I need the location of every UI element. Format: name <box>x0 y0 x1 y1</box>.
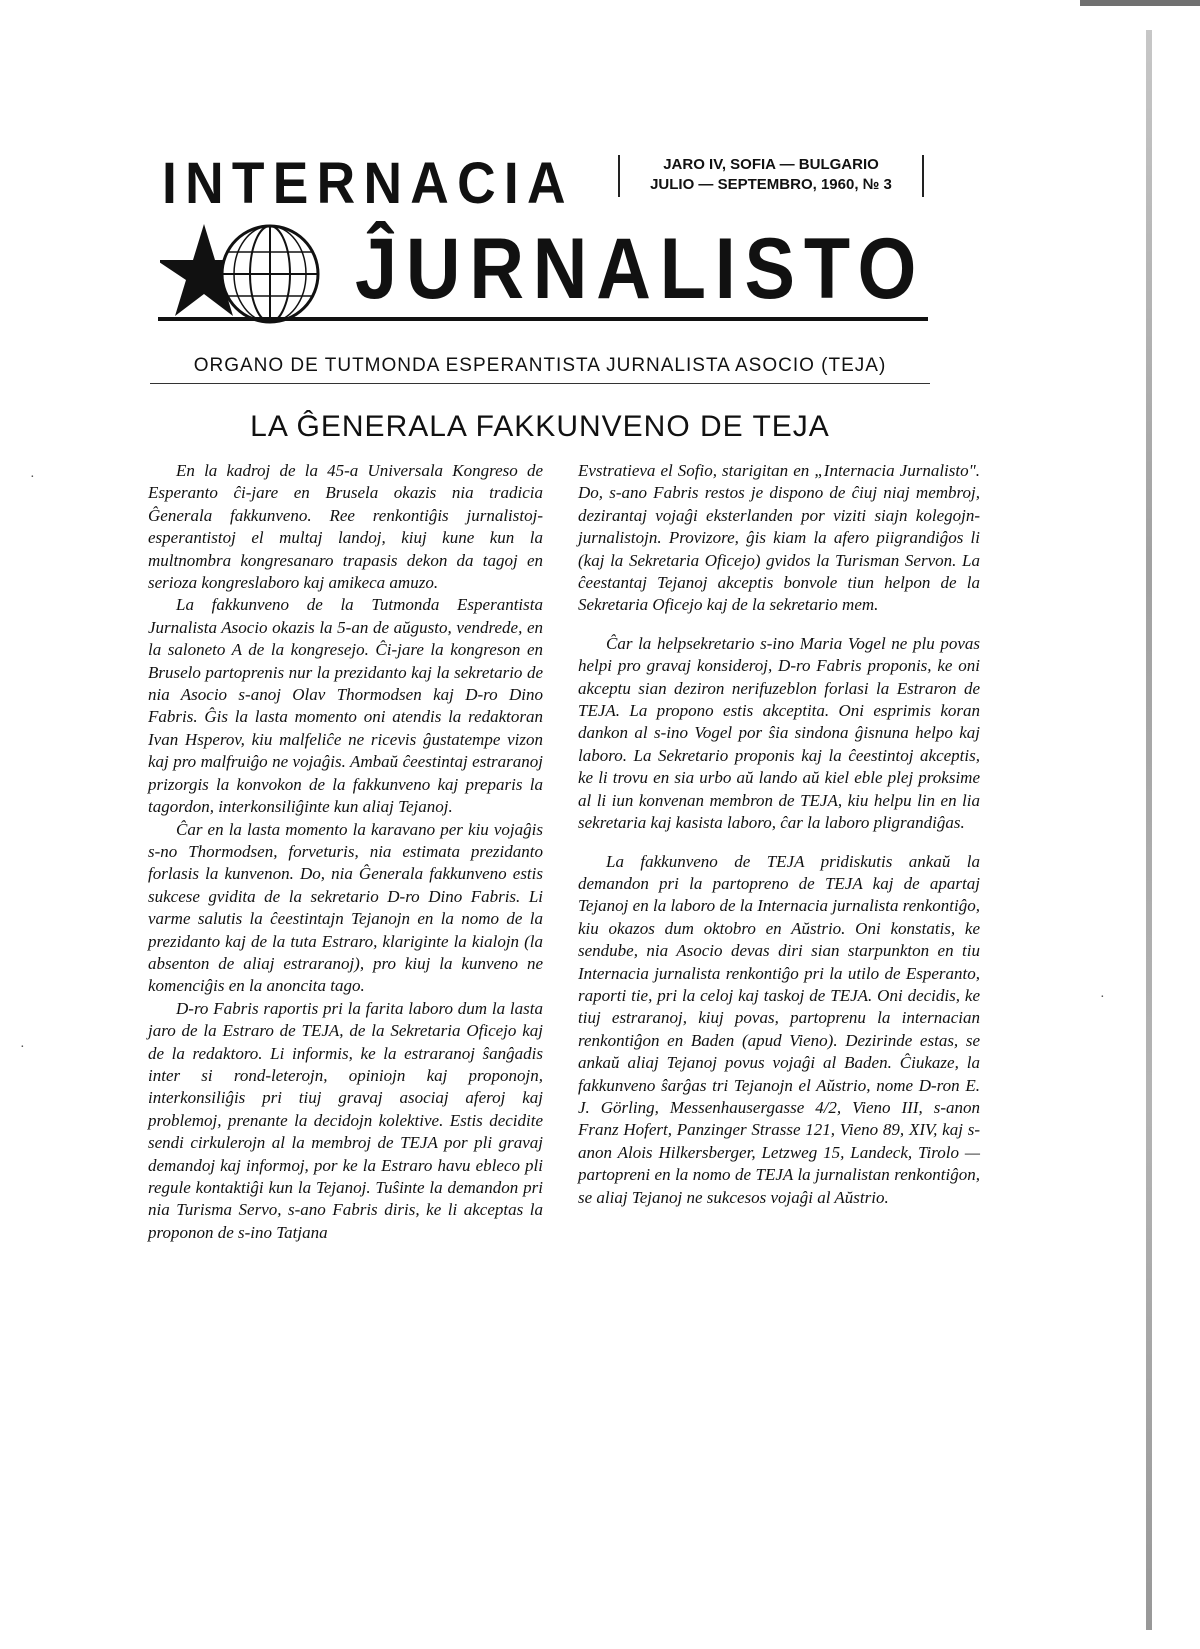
paragraph: Ĉar la helpsekretario s-ino Maria Vogel ne plu povas helpi pro gravaj konsideroj, D-ro Fabris proponis, ke oni akceptu sian deziron nerifuzeblon forlasi la Estraron de TEJA. La propono estis akceptita. Oni esprimis koran dankon al s-ino Vogel por ŝia sindona ĝisnuna helpo kaj laboro. La Sekretario proponis kaj la ĉeestintoj akceptis, ke li trovu en sia urbo aŭ lando aŭ kiel eble plej proksime al li iun konvenan membron de TEJA, kiu helpu lin en lia sekretaria kaj kasista laboro, ĉar la laboro pligrandiĝas. <box>578 633 980 833</box>
paragraph: Ĉar en la lasta momento la karavano per kiu vojaĝis s-no Thormodsen, forveturis, nia estimata prezidanto forlasis la kunvenon. Do, nia Ĝenerala fakkunveno estis sukcese gvidita de la sekretario D-ro Dino Fabris. Li varme salutis la ĉeestintajn Tejanojn en la nomo de la prezidanto kaj de la tuta Estraro, klariginte la kialojn (la absenton de aliaj estraranoj), pro kiuj la kunveno ne komenciĝis en la anoncita tago. <box>148 819 543 996</box>
article-headline: LA ĜENERALA FAKKUNVENO DE TEJA <box>250 410 830 443</box>
globe-star-logo-icon <box>160 222 335 332</box>
paragraph: Evstratieva el Sofio, starigitan en „Internacia Jurnalisto". Do, s-ano Fabris restos je dispono de ĉiuj niaj membroj, dezirantaj vojaĝi eksterlanden por viziti siajn kolegojn-jurnalistojn. Provizore, ĝis kiam la afero piigrandiĝos li (kaj la Sekretaria Oficejo) gvidos la Turisman Servon. La ĉeestantaj Tejanoj akceptis bonvole tiun helpon de la Sekretaria Oficejo kaj de la sekretario mem. <box>578 461 980 615</box>
paragraph: En la kadroj de la 45-a Universala Kongreso de Esperanto ĉi-jare en Brusela okazis nia tradicia Ĝenerala fakkunveno. Ree renkontiĝis jurnalistoj-esperantistoj el multaj landoj, kiuj kune kun la multnombra kongresanaro trapasis dekon da tagoj en serioza kongreslaboro kaj amikeca amuzo. <box>148 461 543 593</box>
masthead-title-line2: ĴURNALISTO <box>355 221 926 317</box>
masthead-title-line1: INTERNACIA <box>162 151 574 216</box>
scan-speck: · <box>20 1040 25 1055</box>
paragraph: D-ro Fabris raportis pri la farita laboro dum la lasta jaro de la Estraro de TEJA, de la Sekretaria Oficejo kaj de la redaktoro. Li informis, ke la estraranoj ŝanĝadis inter si rond-leterojn, opiniojn kaj proponojn, interkonsiliĝis pri tiuj gravaj asociaj aferoj kaj problemoj, prenante la decidojn kolektive. Estis decidite sendi cirkulerojn al la membroj de TEJA por pli gravaj demandoj kaj informoj, por ke la Estraro havu ebleco pli regule kontaktiĝi kun la Tejanoj. Tuŝinte la demandon pri nia Turisma Servo, s-ano Fabris diris, ke li akceptas la proponon de s-ino Tatjana <box>148 998 543 1242</box>
issue-line-2: JULIO — SEPTEMBRO, 1960, № 3 <box>650 176 892 193</box>
scan-edge-right <box>1146 30 1152 1630</box>
article-right-column <box>578 460 980 1225</box>
organ-rule <box>150 383 930 384</box>
paragraph: La fakkunveno de TEJA pridiskutis ankaŭ la demandon pri la partopreno de TEJA kaj de apartaj Tejanoj en la laboro de la Internacia jurnalista renkontiĝo, kiu okazos dum oktobro en Aŭstrio. Oni konstatis, ke sendube, nia Asocio devas diri sian starpunkton en tiu Internacia jurnalista renkontiĝo pri la utilo de Esperanto, raporti tie, pri la celoj kaj taskoj de TEJA. Oni decidis, ke tiuj estraranoj, kiuj povas, partoprenu la internacian renkontiĝon en Baden (apud Vieno). Dezirinde estas, se ankaŭ aliaj Tejanoj povus vojaĝi al Baden. Ĉiukaze, la fakkunveno ŝarĝas tri Tejanojn el Aŭstrio, nome D-ron E. J. Görling, Messenhausergasse 4/2, Vieno III, s-anon Franz Hofert, Panzinger Strasse 121, Vieno 89, XIV, kaj s-anon Alois Hilkersberger, Letzweg 15, Landeck, Tirolo — partopreni en la nomo de TEJA la jurnalistan renkontiĝon, se aliaj Tejanoj ne sukcesos vojaĝi al Aŭstrio. <box>578 851 980 1207</box>
paragraph: La fakkunveno de la Tutmonda Esperantista Jurnalista Asocio okazis la 5-an de aŭgusto, vendrede, en la saloneto A de la kongresejo. Ĉi-jare la kongreson en Bruselo partoprenis nur la prezidanto kaj la sekretario de nia Asocio s-anoj Olav Thormodsen kaj D-ro Dino Fabris. Ĝis la lasta momento oni atendis la redaktoran Ivan Hsperov, kiu malfeliĉe ne ricevis ĝustatempe vizon kaj pro malfruiĝo ne vojaĝis. Ambaŭ ĉeestintaj estraranoj prizorgis la konvokon de la fakkunveno kaj preparis la tagordon, interkonsiliĝinte kun aliaj Tejanoj. <box>148 595 543 817</box>
masthead-rule <box>158 317 928 321</box>
issue-info-box <box>618 155 924 197</box>
issue-line-1: JARO IV, SOFIA — BULGARIO <box>663 156 879 173</box>
organ-subtitle: ORGANO DE TUTMONDA ESPERANTISTA JURNALISTA ASOCIO (TEJA) <box>193 355 887 376</box>
article-left-column <box>148 460 543 1244</box>
scan-speck: · <box>30 470 35 485</box>
scan-edge-top <box>1080 0 1200 6</box>
scan-speck: · <box>1100 990 1105 1005</box>
